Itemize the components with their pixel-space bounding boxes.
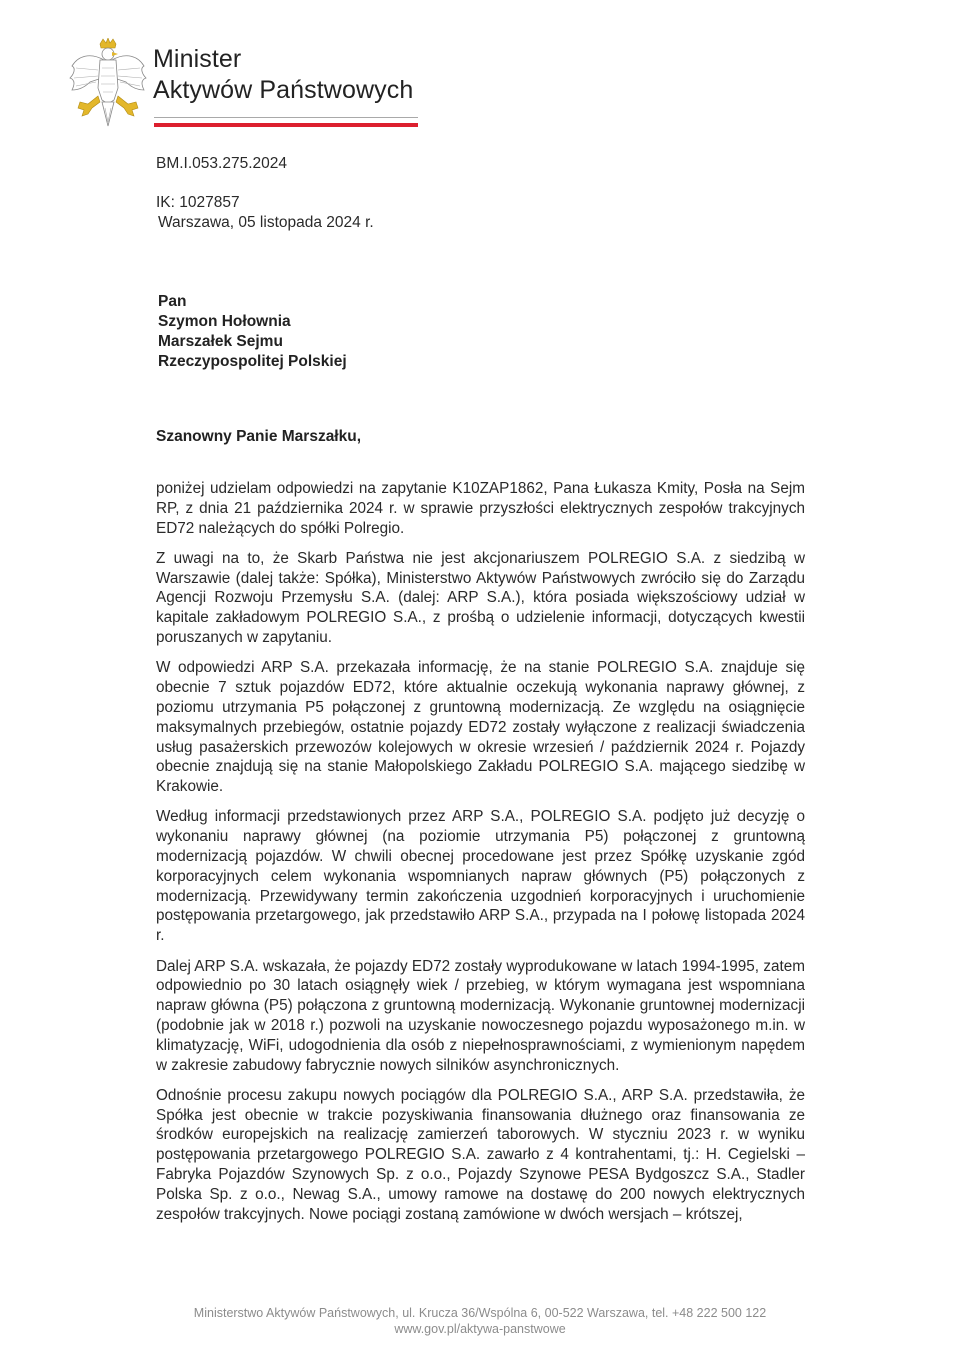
body-paragraph: poniżej udzielam odpowiedzi na zapytanie K10ZAP1862, Pana Łukasza Kmity, Posła na Sejm RP, z dnia 21 października 2024 r. w sprawie przyszłości elektrycznych zespołów trakcyjnych ED72 należących do spółki Polregio.	[156, 480, 805, 537]
footer-address: Ministerstwo Aktywów Państwowych, ul. Krucza 36/Wspólna 6, 00-522 Warszawa, tel. +48 222 500 122	[193, 1306, 767, 1320]
recipient-line: Szymon Hołownia	[158, 313, 291, 330]
ministry-letterhead-title	[153, 44, 413, 106]
salutation: Szanowny Panie Marszałku,	[156, 428, 362, 445]
body-paragraph: Z uwagi na to, że Skarb Państwa nie jest akcjonariuszem POLREGIO S.A. z siedzibą w Warszawie (dalej także: Spółka), Ministerstwo Aktywów Państwowych zwróciło się do Zarządu Agencji Rozwoju Przemysłu S.A. (dalej: ARP S.A.), która posiada większościowy udział w kapitale zakładowym POLREGIO S.A., z prośbą o udzielenie informacji, dotyczących kwestii poruszanych w zapytaniu.	[156, 549, 805, 647]
letterhead-grey-rule	[154, 117, 418, 118]
case-number: BM.I.053.275.2024	[156, 155, 287, 172]
body-paragraph: Według informacji przedstawionych przez ARP S.A., POLREGIO S.A. podjęto już decyzję o wykonaniu naprawy głównej (na poziomie utrzymania P5) połączonej z gruntowną modernizacją pojazdów. W chwili obecnej procedowane jest przez Spółkę uzyskanie zgód korporacyjnych celem wykonania wspomnianych napraw głównych (P5) połączonych z modernizacją. Przewidywany termin zakończenia uzgodnień korporacyjnych i uruchomienie postępowania przetargowego, jak przedstawiło ARP S.A., przypada na I połowę listopada 2024 r.	[156, 808, 805, 945]
letterhead-line-2: Aktywów Państwowych	[153, 76, 414, 104]
recipient-line: Pan	[158, 293, 187, 310]
body-paragraph: Dalej ARP S.A. wskazała, że pojazdy ED72 zostały wyprodukowane w latach 1994-1995, zatem odpowiednio po 30 latach osiągnęły wiek / przebieg, w którym wymagana jest wspomniana napraw główna (P5) połączona z gruntowną modernizacją. Wykonanie gruntownej modernizacji (podobnie jak w 2018 r.) pozwoli na uzyskanie nowoczesnego pojazdu wyposażonego m.in. w klimatyzację, WiFi, udogodnienia dla osób z niepełnosprawnościami, z wymienionym napędem w zakresie zabudowy fabrycznie nowych silników asynchronicznych.	[156, 957, 805, 1074]
page-footer	[0, 1305, 960, 1337]
body-paragraph: Odnośnie procesu zakupu nowych pociągów dla POLREGIO S.A., ARP S.A. przedstawiła, że Spółka jest obecnie w trakcie pozyskiwania finansowania dłużnego oraz finansowania ze środków europejskich na realizację zamierzeń taborowych. W styczniu 2023 r. w wyniku postępowania przetargowego POLREGIO S.A. zawarło z 4 kontrahentami, tj.: H. Cegielski – Fabryka Pojazdów Szynowych Sp. z o.o., Pojazdy Szynowe PESA Bydgoszcz S.A., Stadler Polska Sp. z o.o., Newag S.A., umowy ramowe na dostawę do 200 nowych elektrycznych zespołów trakcyjnych. Nowe pociągi zostaną zamówione w dwóch wersjach – krótszej,	[156, 1086, 805, 1223]
recipient-line: Rzeczypospolitej Polskiej	[158, 353, 347, 370]
letterhead-line-1: Minister	[153, 45, 242, 73]
footer-website-link[interactable]: www.gov.pl/aktywa-panstwowe	[394, 1322, 566, 1336]
polish-eagle-emblem-icon	[68, 38, 148, 128]
letter-body	[156, 479, 805, 1235]
recipient-address	[158, 292, 347, 372]
place-and-date: Warszawa, 05 listopada 2024 r.	[158, 214, 374, 231]
body-paragraph: W odpowiedzi ARP S.A. przekazała informację, że na stanie POLREGIO S.A. znajduje się obecnie 7 sztuk pojazdów ED72, które aktualnie oczekują wykonania naprawy głównej, z poziomu utrzymania P5 połączonej z gruntowną modernizacją. Ze względu na osiągnięcie maksymalnych przebiegów, ostatnie pojazdy ED72 zostały wyłączone z realizacji świadczenia usług pasażerskich przewozów kolejowych w okresie wrzesień / październik 2024 r. Pojazdy obecnie znajdują się na stanie Małopolskiego Zakładu POLREGIO S.A. mającego siedzibę w Krakowie.	[156, 659, 805, 796]
letterhead-red-rule	[154, 123, 418, 127]
ik-number: IK: 1027857	[156, 194, 240, 211]
recipient-line: Marszałek Sejmu	[158, 333, 283, 350]
